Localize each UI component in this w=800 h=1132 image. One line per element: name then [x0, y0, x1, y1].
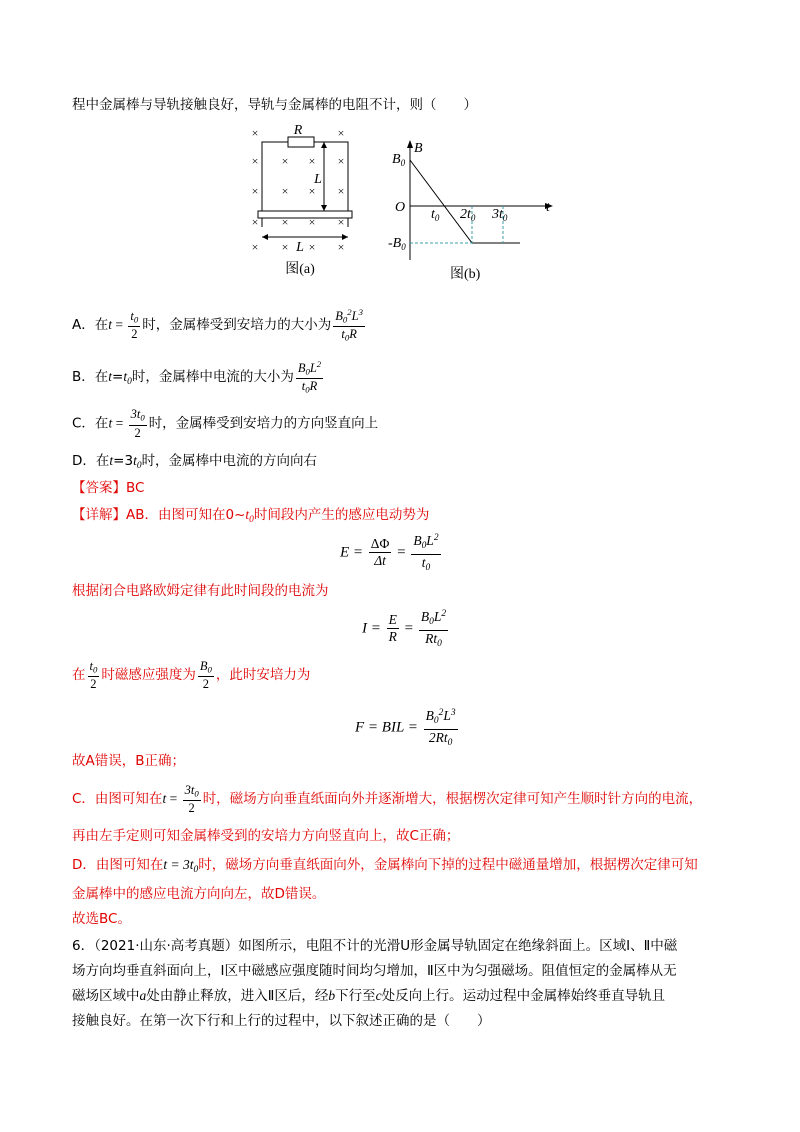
label-R: R — [293, 123, 303, 138]
cross-mark: × — [308, 154, 316, 168]
2t0-label: $2t_0$ — [460, 207, 476, 223]
axis-B-label: B — [414, 141, 423, 156]
3t0-label: $3t_0$ — [492, 207, 508, 223]
cross-mark: × — [308, 184, 316, 198]
formula-f: F = BIL = $\frac{B_0^2L^3}{2Rt_0}$ — [355, 705, 460, 751]
explain-c: C．由图可知在t = $\frac{3t_0}{2}$ 时，磁场方向垂直纸面向外并逐渐增大，根据楞次定律可知产生顺时针方向的电流， — [72, 782, 703, 816]
final-choice: 故选BC。 — [72, 911, 131, 927]
option-c: C．在t = $\frac{3t_0}{2}$ 时，金属棒受到安培力的方向竖直向上 — [72, 407, 379, 440]
cross-mark: × — [251, 215, 259, 229]
resistor — [288, 137, 314, 147]
q6-line1: 6．（2021·山东·高考真题）如图所示，电阻不计的光滑U形金属导轨固定在绝缘斜面上。区域Ⅰ、Ⅱ中磁 — [72, 938, 678, 954]
cross-mark: × — [281, 240, 289, 254]
label-L-bottom: L — [296, 240, 304, 255]
cross-mark: × — [337, 126, 345, 140]
neg-b0-label: $-B_0$ — [388, 236, 406, 252]
label-L-side: L — [314, 172, 322, 187]
cross-mark: × — [308, 240, 316, 254]
q6-line4: 接触良好。在第一次下行和上行的过程中，以下叙述正确的是（ ） — [72, 1013, 491, 1029]
q6-line3: 磁场区域中a处由静止释放，进入Ⅱ区后，经b下行至c处反向上行。运动过程中金属棒始终垂直导轨且 — [72, 988, 666, 1004]
cross-mark: × — [251, 240, 259, 254]
explain-d-line2: 金属棒中的感应电流方向向左，故D错误。 — [72, 886, 326, 902]
b0-label: $B_0$ — [392, 152, 406, 168]
axis-t-label: t — [546, 200, 550, 215]
cross-mark: × — [337, 184, 345, 198]
option-a: A．在t = $\frac{t_0}{2}$ 时，金属棒受到安培力的大小为 $\frac{B_0^2L^3}{t_0R}$ — [72, 307, 363, 344]
cross-mark: × — [251, 154, 259, 168]
caption-a: 图(a) — [285, 262, 315, 277]
figure-b — [388, 138, 560, 288]
cross-mark: × — [308, 215, 316, 229]
detail-head: 【详解】AB．由图可知在$0\sim t_0$时间段内产生的感应电动势为 — [72, 507, 430, 525]
cross-mark: × — [251, 126, 259, 140]
cross-mark: × — [251, 184, 259, 198]
figure-a — [240, 120, 370, 290]
cross-mark: × — [337, 240, 345, 254]
ohm-text: 根据闭合电路欧姆定律有此时间段的电流为 — [72, 583, 329, 599]
cross-mark: × — [281, 184, 289, 198]
option-d: D．在$t=3t_0$时，金属棒中电流的方向向右 — [72, 453, 318, 471]
q6-line2: 场方向均垂直斜面向上，Ⅰ区中磁感应强度随时间均匀增加，Ⅱ区中为匀强磁场。阻值恒定的金属棒从无 — [72, 963, 677, 979]
conclusion-ab: 故A错误，B正确； — [72, 753, 185, 769]
explain-c-line2: 再由左手定则可知金属棒受到的安培力方向竖直向上，故C正确； — [72, 828, 460, 844]
intro-text: 程中金属棒与导轨接触良好，导轨与金属棒的电阻不计，则（ ） — [72, 97, 477, 113]
option-b: B．在$t=t_0$时，金属棒中电流的大小为 $\frac{B_0L^2}{t_0R}$ — [72, 359, 322, 396]
cross-mark: × — [337, 215, 345, 229]
t0-label: $t_0$ — [431, 207, 440, 223]
answer: 【答案】BC — [72, 480, 145, 496]
origin-label: O — [395, 200, 406, 215]
half-time-text: 在 $\frac{t_0}{2}$ 时磁感应强度为 $\frac{B_0}{2}$ ，此时安培力为 — [72, 658, 311, 692]
cross-mark: × — [337, 154, 345, 168]
explain-d: D．由图可知在$t = 3t_0$时，磁场方向垂直纸面向外，金属棒向下掉的过程中磁通量增加，根据楞次定律可知 — [72, 857, 698, 875]
caption-b: 图(b) — [450, 267, 481, 282]
formula-e: E = $\frac{\Delta\Phi}{\Delta t}$ = $\frac{B_0L^2}{t_0}$ — [340, 530, 443, 576]
b-graph-line — [410, 160, 520, 243]
cross-mark: × — [281, 215, 289, 229]
formula-i: I = $\frac{E}{R}$ = $\frac{B_0L^2}{Rt_0}$ — [362, 606, 450, 652]
cross-mark: × — [281, 154, 289, 168]
